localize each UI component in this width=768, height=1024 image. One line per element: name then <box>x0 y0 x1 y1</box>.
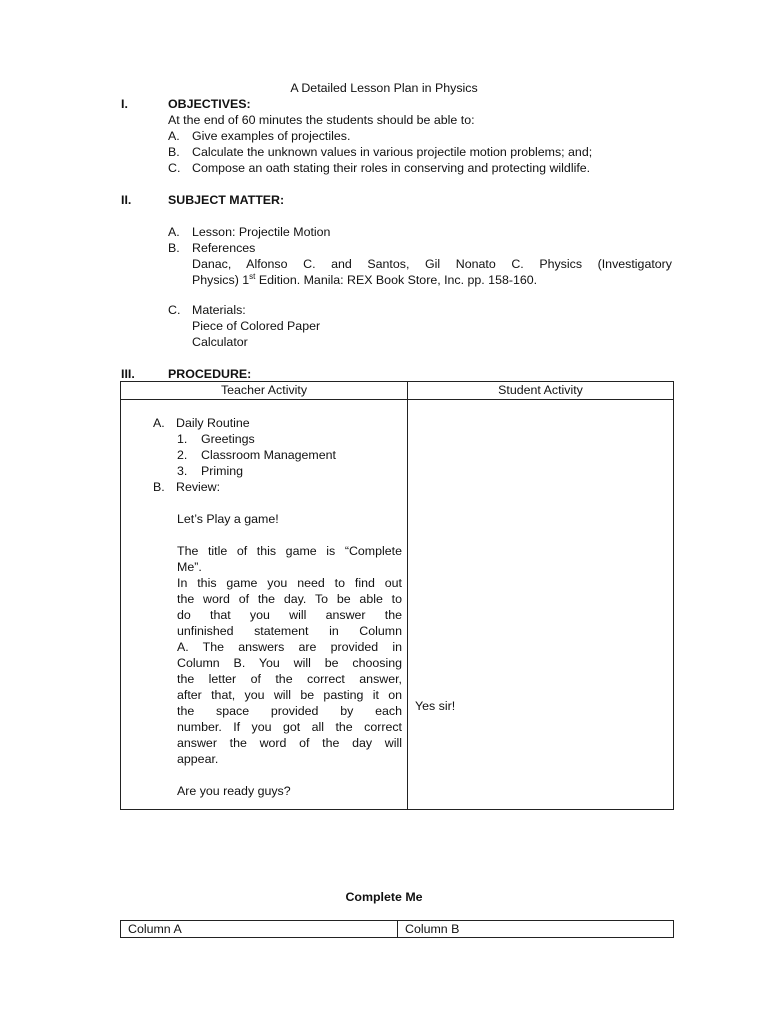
instruction-line: the space provided by each <box>177 704 402 718</box>
teacher-activity-cell <box>121 400 408 810</box>
objective-letter: C. <box>168 161 181 175</box>
material-item: Calculator <box>192 335 248 349</box>
complete-me-title: Complete Me <box>345 890 423 904</box>
instruction-line: In this game you need to find out <box>177 576 402 590</box>
objective-item: Give examples of projectiles. <box>192 129 351 143</box>
review-letter: B. <box>153 480 165 494</box>
procedure-table <box>120 381 674 810</box>
instruction-line: A. The answers are provided in <box>177 640 402 654</box>
references-letter: B. <box>168 241 180 255</box>
objective-letter: B. <box>168 145 180 159</box>
instruction-line: the word of the day. To be able to <box>177 592 402 606</box>
column-b-header: Column B <box>398 921 674 938</box>
subject-matter-heading: SUBJECT MATTER: <box>168 193 285 207</box>
objective-item: Compose an oath stating their roles in conserving and protecting wildlife. <box>192 161 591 175</box>
objective-letter: A. <box>168 129 180 143</box>
procedure-number: III. <box>121 367 135 381</box>
routine-item: Priming <box>201 464 243 478</box>
instruction-line: appear. <box>177 752 219 766</box>
material-item: Piece of Colored Paper <box>192 319 321 333</box>
materials-letter: C. <box>168 303 181 317</box>
daily-routine-letter: A. <box>153 416 165 430</box>
instruction-line: answer the word of the day will <box>177 736 402 750</box>
student-reply: Yes sir! <box>415 699 456 713</box>
routine-item: Classroom Management <box>201 448 336 462</box>
references-label: References <box>192 241 256 255</box>
routine-number: 1. <box>177 432 188 446</box>
document-title: A Detailed Lesson Plan in Physics <box>290 81 478 95</box>
reference-citation-line: Danac, Alfonso C. and Santos, Gil Nonato C. Physics (Investigatory <box>192 257 672 271</box>
objectives-heading: OBJECTIVES: <box>168 97 251 111</box>
reference-citation-line-2: Physics) 1st Edition. Manila: REX Book Store, Inc. pp. 158-160. <box>192 272 538 287</box>
objectives-number: I. <box>121 97 128 111</box>
instruction-line: after that, you will be pasting it on <box>177 688 402 702</box>
ready-question: Are you ready guys? <box>177 784 291 798</box>
complete-me-table <box>120 920 674 938</box>
game-title-line: Me”. <box>177 560 202 574</box>
student-activity-header: Student Activity <box>408 382 674 400</box>
review-label: Review: <box>176 480 221 494</box>
lesson-text: Lesson: Projectile Motion <box>192 225 331 239</box>
routine-number: 3. <box>177 464 188 478</box>
student-activity-cell <box>408 400 674 810</box>
routine-number: 2. <box>177 448 188 462</box>
routine-item: Greetings <box>201 432 255 446</box>
objective-item: Calculate the unknown values in various projectile motion problems; and; <box>192 145 593 159</box>
teacher-activity-header: Teacher Activity <box>121 382 408 400</box>
daily-routine-label: Daily Routine <box>176 416 250 430</box>
procedure-heading: PROCEDURE: <box>168 367 252 381</box>
game-title-line: The title of this game is “Complete <box>177 544 402 558</box>
play-text: Let’s Play a game! <box>177 512 279 526</box>
instruction-line: number. If you got all the correct <box>177 720 402 734</box>
instruction-line: unfinished statement in Column <box>177 624 402 638</box>
instruction-line: Column B. You will be choosing <box>177 656 402 670</box>
subject-matter-number: II. <box>121 193 132 207</box>
objectives-intro: At the end of 60 minutes the students should be able to: <box>168 113 475 127</box>
lesson-letter: A. <box>168 225 180 239</box>
materials-label: Materials: <box>192 303 246 317</box>
column-a-header: Column A <box>121 921 398 938</box>
instruction-line: the letter of the correct answer, <box>177 672 402 686</box>
instruction-line: do that you will answer the <box>177 608 402 622</box>
